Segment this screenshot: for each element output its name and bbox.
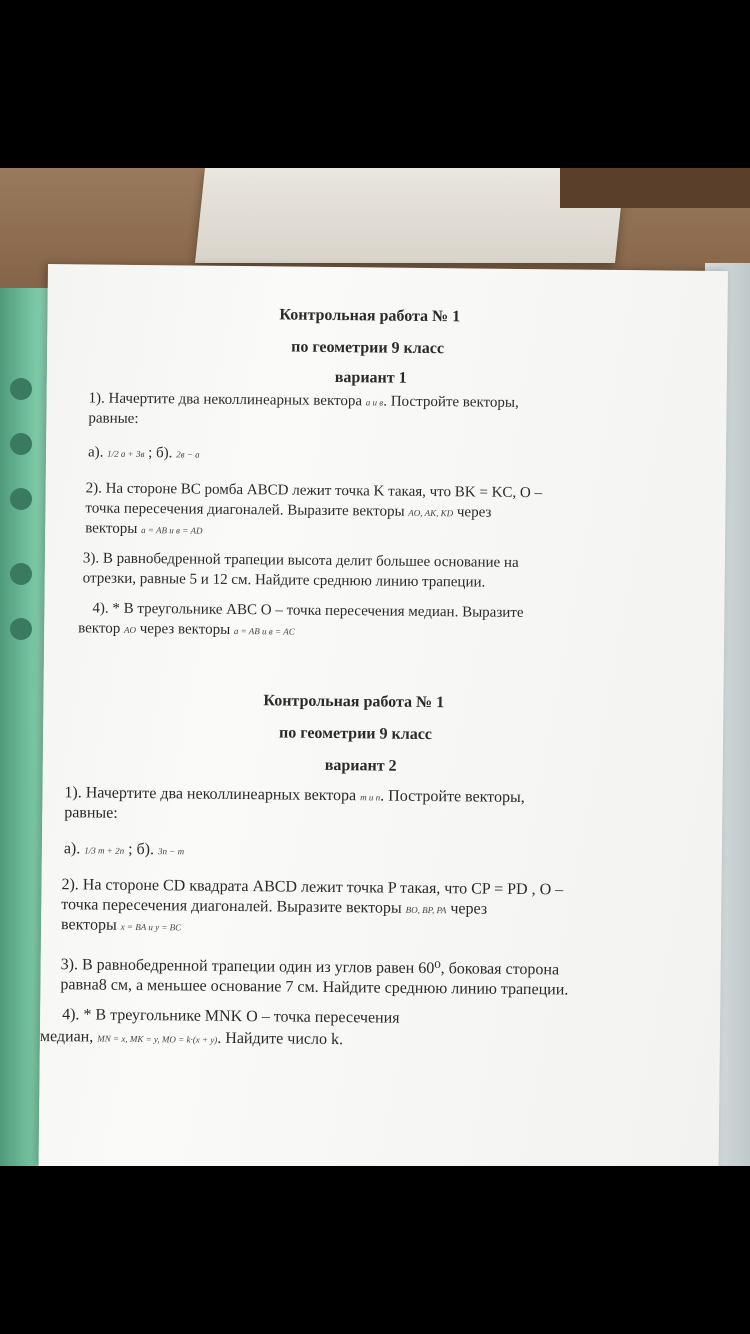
q2-line2: точка пересечения диагоналей. Выразите векторы BO, BP, PA через bbox=[61, 896, 488, 918]
q4-line1: 4). * В треугольнике ABC O – точка пересечения медиан. Выразите bbox=[92, 600, 524, 621]
variant-label: вариант 2 bbox=[324, 756, 397, 775]
q3-line2: отрезки, равные 5 и 12 см. Найдите среднюю линию трапеции. bbox=[82, 570, 486, 591]
q4-line1: 4). * В треугольнике MNK O – точка пересечения bbox=[62, 1006, 400, 1027]
binder-hole bbox=[10, 433, 32, 455]
q1-line1: 1). Начертите два неколлинеарных вектора m и n. Постройте векторы, bbox=[64, 784, 525, 807]
q1-options: а). 1/3 m + 2n ; б). 3n − m bbox=[63, 840, 185, 859]
subtitle: по геометрии 9 класс bbox=[279, 724, 433, 744]
q3-line2: равна8 см, а меньшее основание 7 см. Найдите среднюю линию трапеции. bbox=[60, 976, 569, 999]
q3-line1: 3). В равнобедренной трапеции один из углов равен 60⁰, боковая сторона bbox=[60, 956, 560, 979]
q4-line2: вектор AO через векторы a = AB и в = AC bbox=[78, 620, 295, 638]
q2-line3: векторы a = AB и в = AD bbox=[85, 520, 203, 537]
binder-hole bbox=[10, 563, 32, 585]
photo bbox=[0, 168, 750, 1166]
q1-line1: 1). Начертите два неколлинеарных вектора a и в. Постройте векторы, bbox=[88, 390, 519, 411]
q3-line1: 3). В равнобедренной трапеции высота делит большее основание на bbox=[82, 550, 519, 571]
q2-line3: векторы x = BA и y = BC bbox=[60, 916, 182, 934]
q1-line2: равные: bbox=[88, 410, 139, 427]
title: Контрольная работа № 1 bbox=[263, 692, 445, 712]
q1-line2: равные: bbox=[64, 804, 118, 822]
q2-line1: 2). На стороне CD квадрата ABCD лежит точка P такая, что CP = PD , O – bbox=[61, 876, 564, 899]
binder-hole bbox=[10, 378, 32, 400]
book-dark bbox=[560, 168, 750, 208]
subtitle: по геометрии 9 класс bbox=[291, 338, 445, 358]
binder-hole bbox=[10, 488, 32, 510]
title: Контрольная работа № 1 bbox=[279, 306, 461, 326]
q4-line2: медиан, MN = x, MK = y, MO = k·(x + y). Найдите число k. bbox=[39, 1027, 344, 1049]
variant-label: вариант 1 bbox=[334, 369, 407, 387]
test-paper bbox=[39, 264, 728, 1166]
q2-line2: точка пересечения диагоналей. Выразите векторы AO, AK, KD через bbox=[85, 500, 492, 521]
binder-hole bbox=[10, 618, 32, 640]
q2-line1: 2). На стороне BC ромба ABCD лежит точка K такая, что BK = KC, O – bbox=[85, 480, 543, 502]
q1-options: а). 1/2 a + 3в ; б). 2в − a bbox=[87, 444, 200, 462]
